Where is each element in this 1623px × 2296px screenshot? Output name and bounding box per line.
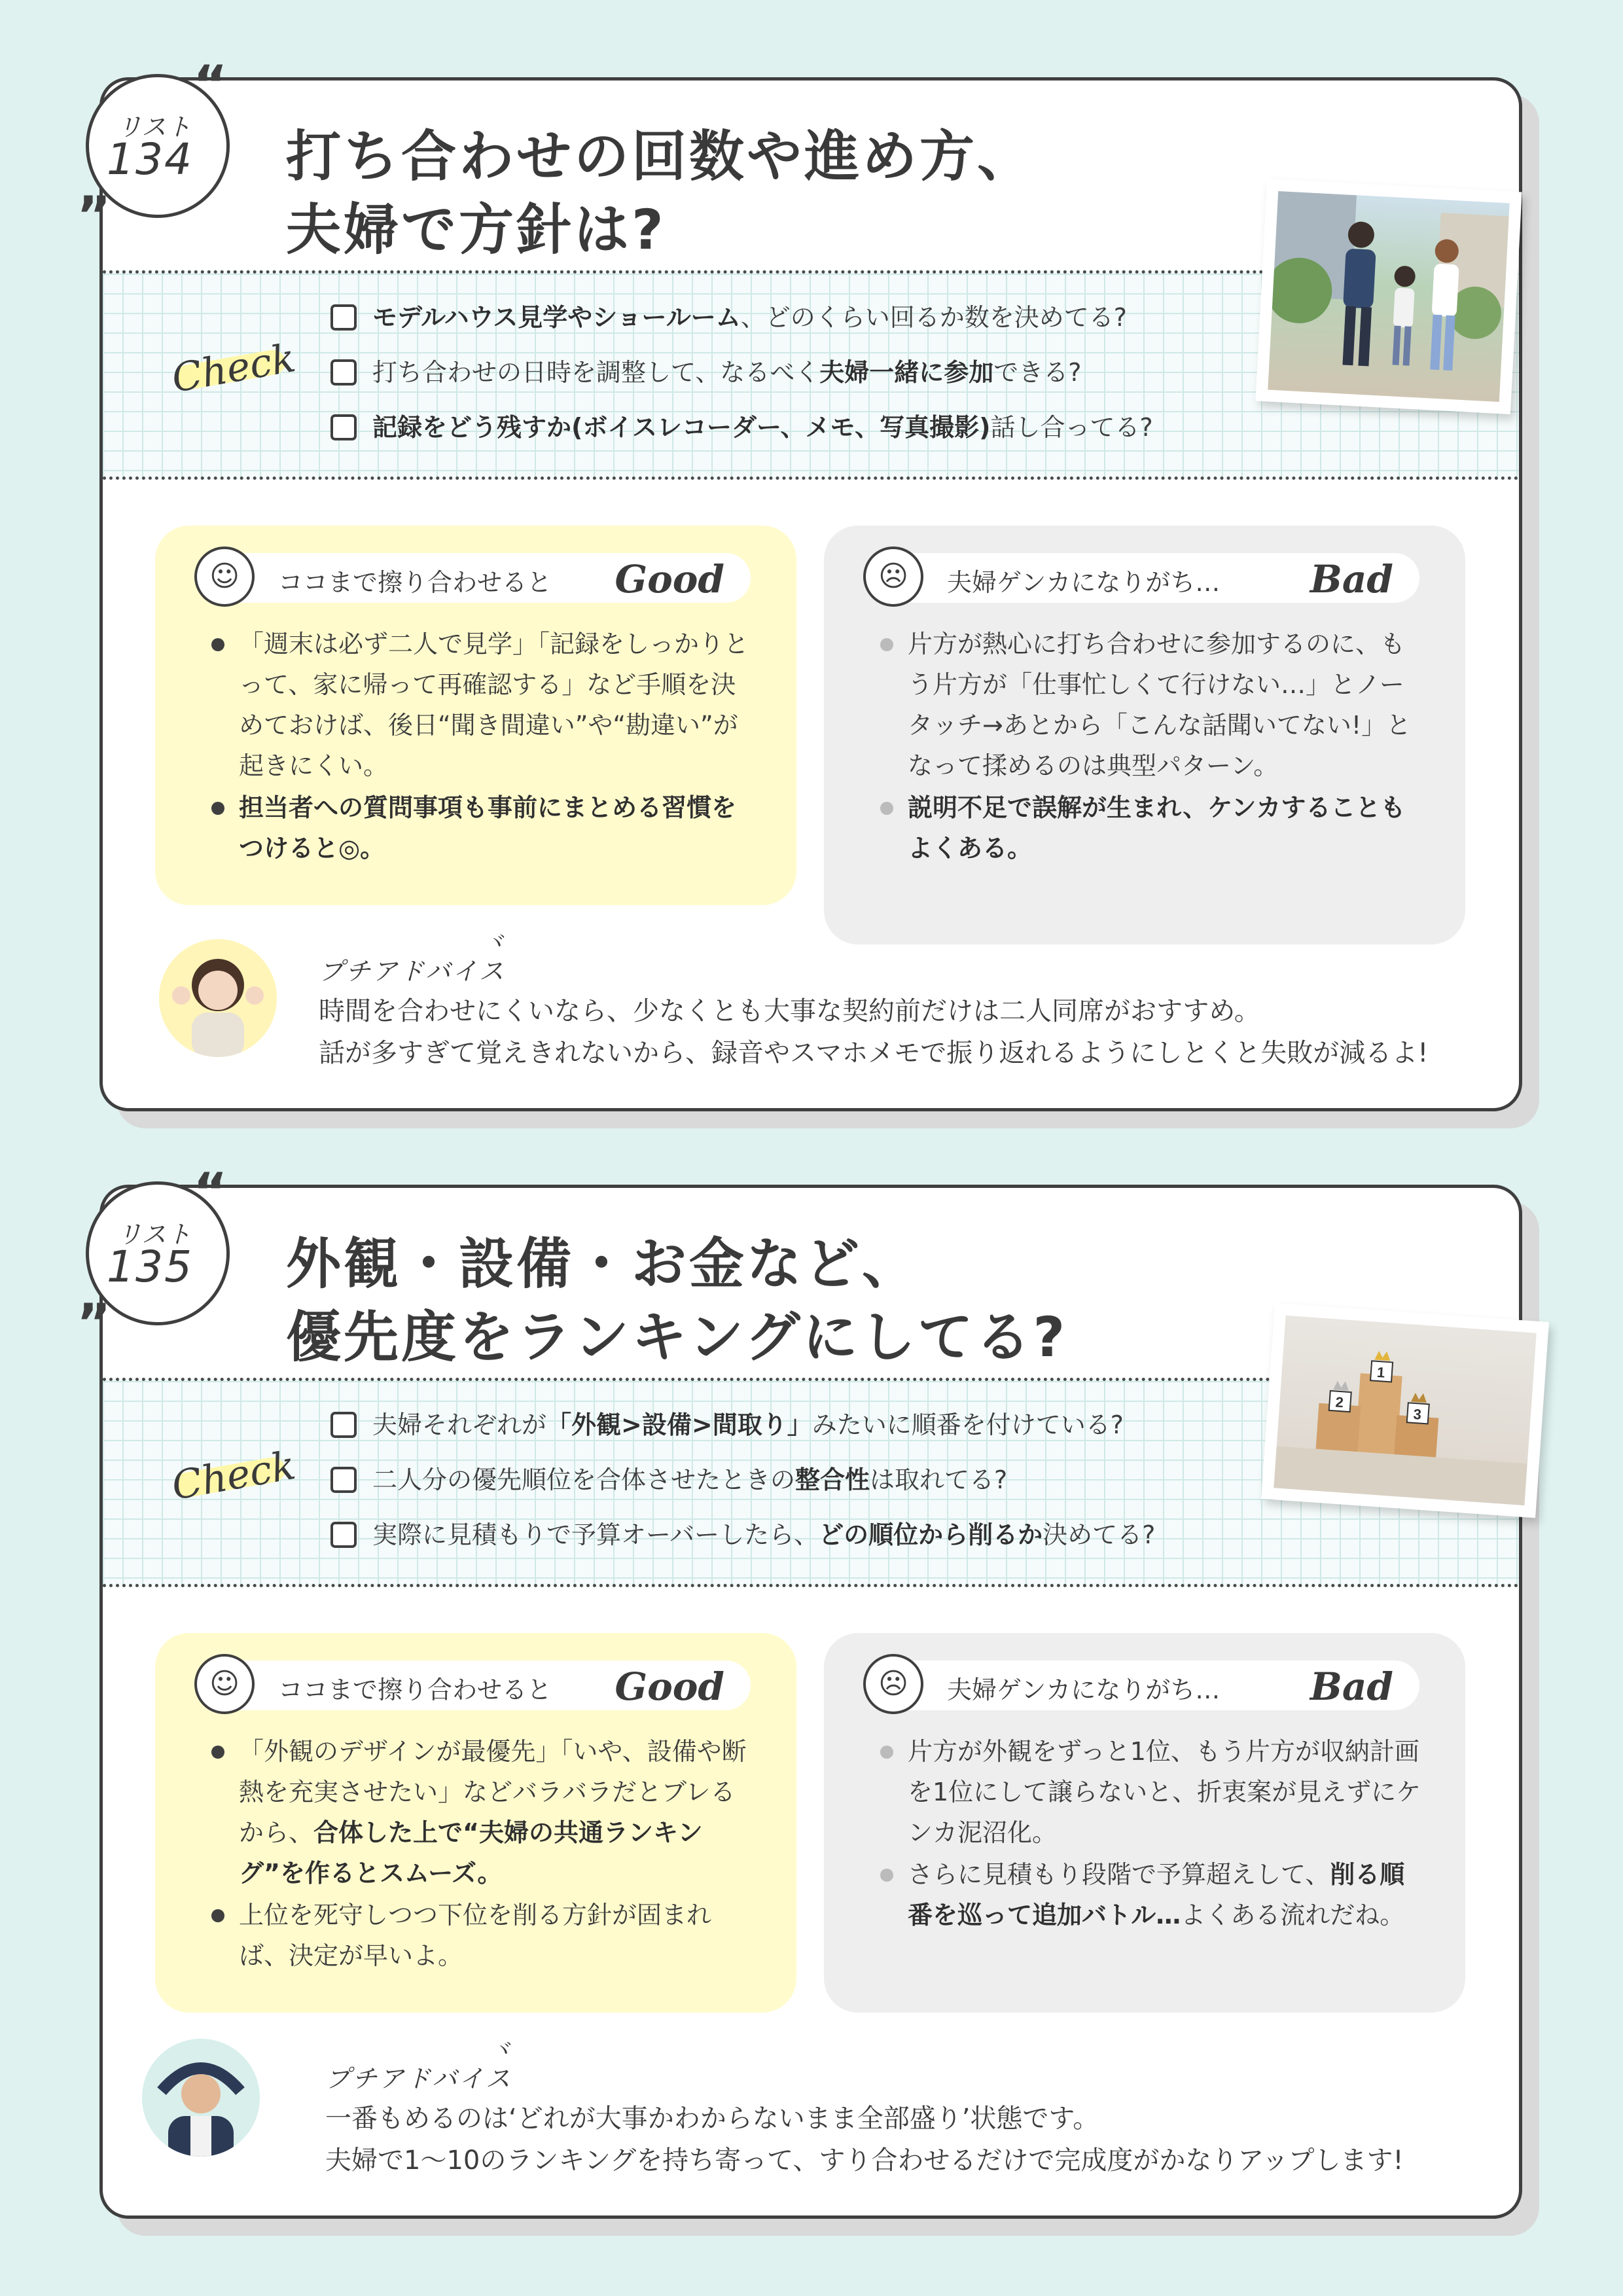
woman-avatar-illustration (159, 939, 277, 1057)
bad-panel (824, 526, 1465, 944)
list-number-badge (77, 54, 240, 246)
title-line: 優先度をランキングにしてる? (286, 1305, 1068, 1369)
good-stamp: Good (615, 1664, 724, 1709)
list-card-135 (77, 1162, 1522, 2219)
good-stamp: Good (615, 557, 724, 601)
badge-label: リスト (117, 113, 192, 141)
card-title (286, 120, 1294, 266)
bad-heading: 夫婦ゲンカになりがち… (947, 1676, 1221, 1704)
advice-line: 一番もめるのは‘どれが大事かわからないまま全部盛り’状態です。 (325, 2104, 1099, 2134)
smile-face-icon: ☺ (194, 547, 255, 607)
good-heading-pill (201, 1660, 751, 1710)
list-item: さらに見積もり段階で予算超えして、削る順番を巡って追加バトル…よくある流れだね。 (876, 1854, 1426, 1935)
advice-line: 時間を合わせにくいなら、少なくとも大事な契約前だけは二人同席がおすすめ。 (319, 996, 1260, 1026)
check-logo: Check (168, 1443, 299, 1509)
check-item[interactable]: モデルハウス見学やショールーム 、どのくらい回るか数を決めてる? (330, 301, 1127, 334)
checkbox-icon[interactable] (330, 359, 357, 386)
list-card-134 (77, 54, 1522, 1111)
bad-heading-pill (870, 1660, 1419, 1710)
bad-list (876, 624, 1426, 870)
check-item[interactable]: 打ち合わせの日時を調整して、なるべく 夫婦一緒に参加 できる? (330, 356, 1081, 389)
check-item[interactable]: 夫婦それぞれが 「外観>設備>間取り」 みたいに順番を付けている? (330, 1408, 1124, 1441)
man-avatar-illustration (142, 2039, 260, 2157)
good-panel (155, 1633, 796, 2013)
card-title (286, 1227, 1294, 1374)
good-panel (155, 526, 796, 905)
bad-stamp: Bad (1310, 557, 1393, 601)
badge-number: 135 (107, 1242, 193, 1292)
sparkle-icon: ヾ (492, 2037, 514, 2064)
check-logo: Check (168, 335, 299, 402)
podium-rank: 1 (1376, 1363, 1386, 1381)
checkbox-icon[interactable] (330, 304, 357, 331)
badge-label: リスト (117, 1220, 192, 1249)
list-number-badge (77, 1162, 240, 1354)
advice-line: 夫婦で1〜10のランキングを持ち寄って、すり合わせるだけで完成度がかなりアップします! (325, 2145, 1404, 2176)
angry-face-icon: ☹ (863, 547, 923, 607)
advisor-avatar (142, 2039, 260, 2157)
good-list (207, 1731, 757, 1977)
family-walking-illustration (1268, 191, 1509, 402)
bad-heading: 夫婦ゲンカになりがち… (947, 568, 1221, 597)
quote-mark-icon: ” (77, 1293, 111, 1354)
check-item[interactable]: 記録をどう残すか(ボイスレコーダー、メモ、写真撮影) 話し合ってる? (330, 411, 1153, 444)
checkbox-icon[interactable] (330, 1412, 357, 1438)
checkbox-icon[interactable] (330, 1467, 357, 1493)
checkbox-icon[interactable] (330, 1522, 357, 1548)
advisor-avatar (159, 939, 277, 1057)
check-item[interactable]: 実際に見積もりで予算オーバーしたら、 どの順位から削るか 決めてる? (330, 1518, 1155, 1551)
badge-number: 134 (107, 134, 193, 185)
podium-rank: 3 (1412, 1405, 1422, 1423)
quote-mark-icon: ” (77, 185, 111, 246)
list-item: 説明不足で誤解が生まれ、ケンカすることもよくある。 (876, 787, 1426, 869)
podium-photo (1261, 1303, 1549, 1518)
title-line: 打ち合わせの回数や進め方、 (286, 124, 1035, 188)
advice-line: 話が多すぎて覚えきれないから、録音やスマホメモで振り返れるようにしとくと失敗が減るよ! (319, 1038, 1429, 1068)
podium-rank: 2 (1334, 1393, 1344, 1411)
check-item[interactable]: 二人分の優先順位を合体させたときの 整合性 は取れてる? (330, 1463, 1007, 1496)
advice-title: プチアドバイス (325, 2064, 512, 2093)
list-item: 片方が熱心に打ち合わせに参加するのに、もう片方が「仕事忙しくて行けない…」とノータッチ→あとから「こんな話聞いてない!」となって揉めるのは典型パターン。 (876, 624, 1426, 786)
good-heading: ココまで擦り合わせると (278, 568, 552, 597)
bad-stamp: Bad (1310, 1664, 1393, 1709)
list-item: 「週末は必ず二人で見学」「記録をしっかりとって、家に帰って再確認する」など手順を決めておけば、後日“聞き間違い”や“勘違い”が起きにくい。 (207, 624, 757, 786)
angry-face-icon: ☹ (863, 1654, 923, 1714)
podium-blocks-illustration (1274, 1316, 1536, 1505)
bad-panel (824, 1633, 1465, 2013)
list-item: 上位を死守しつつ下位を削る方針が固まれば、決定が早いよ。 (207, 1895, 757, 1976)
title-line: 外観・設備・お金など、 (286, 1232, 920, 1296)
family-photo (1255, 179, 1522, 414)
advice-title: プチアドバイス (319, 957, 506, 986)
good-heading: ココまで擦り合わせると (278, 1676, 552, 1704)
quote-mark-icon: “ (193, 1162, 228, 1223)
sparkle-icon: ヾ (486, 930, 508, 956)
good-heading-pill (201, 553, 751, 603)
good-list (207, 624, 757, 870)
list-item: 「外観のデザインが最優先」「いや、設備や断熱を充実させたい」などバラバラだとブレるから、合体した上で“夫婦の共通ランキング”を作るとスムーズ。 (207, 1731, 757, 1893)
list-item: 担当者への質問事項も事前にまとめる習慣をつけると◎。 (207, 787, 757, 869)
bad-heading-pill (870, 553, 1419, 603)
bad-list (876, 1731, 1426, 1937)
quote-mark-icon: “ (193, 54, 228, 115)
checkbox-icon[interactable] (330, 414, 357, 440)
list-item: 片方が外観をずっと1位、もう片方が収納計画を1位にして譲らないと、折衷案が見えずにケンカ泥沼化。 (876, 1731, 1426, 1853)
title-line: 夫婦で方針は? (286, 198, 666, 262)
smile-face-icon: ☺ (194, 1654, 255, 1714)
